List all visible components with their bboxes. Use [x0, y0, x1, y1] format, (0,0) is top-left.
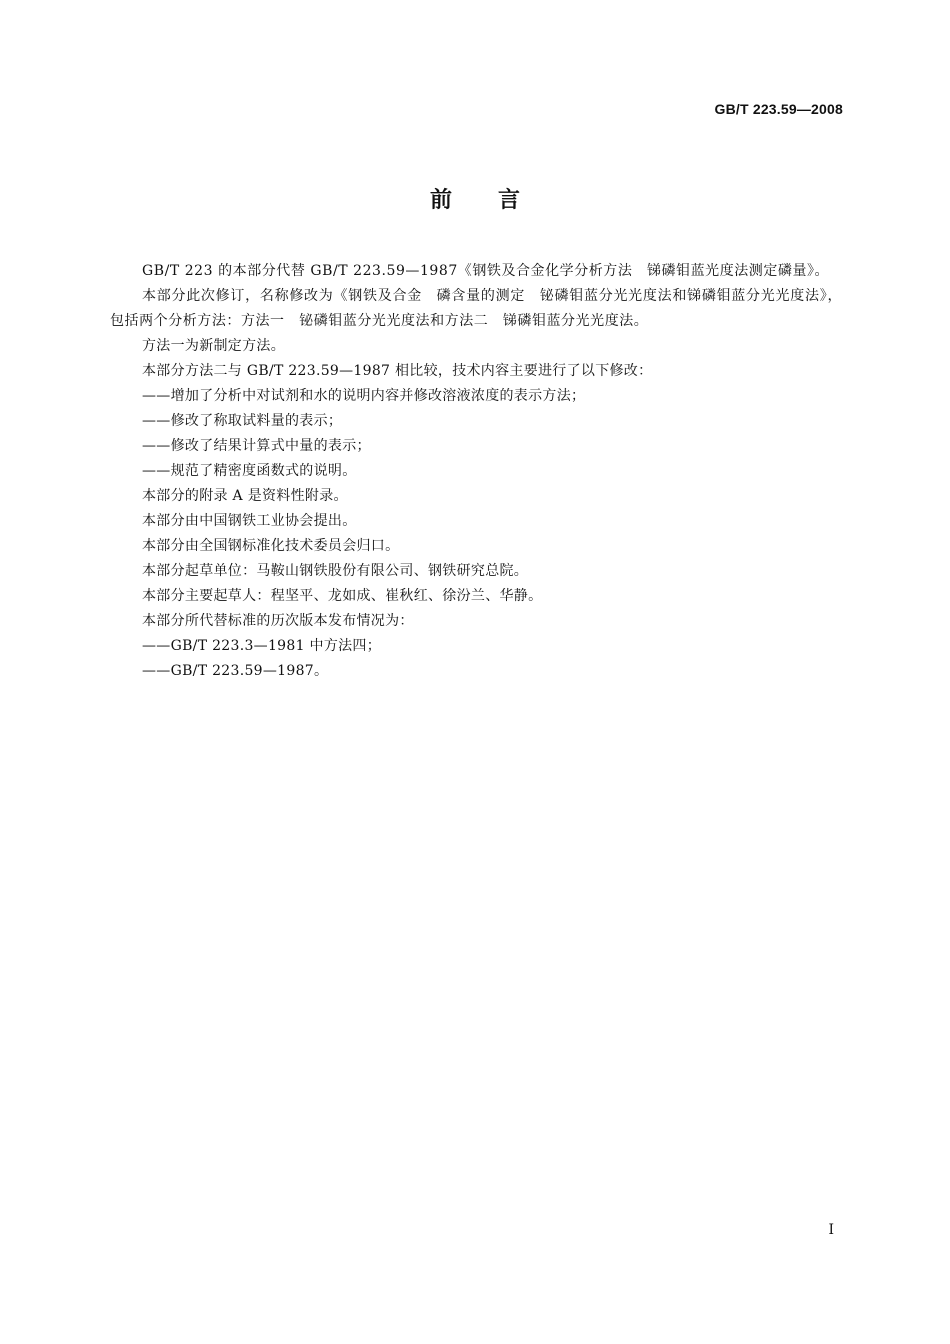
paragraph-replacement: GB/T 223 的本部分代替 GB/T 223.59—1987《钢铁及合金化学分析方法 锑磷钼蓝光度法测定磷量》。 — [142, 263, 830, 279]
list-item-change-2: ——修改了称取试料量的表示； — [142, 413, 343, 429]
paragraph-history: 本部分所代替标准的历次版本发布情况为： — [142, 613, 414, 629]
paragraph-revision-name: 本部分此次修订，名称修改为《钢铁及合金 磷含量的测定 铋磷钼蓝分光光度法和锑磷钼蓝分光光度法》，包括两个分析方法：方法一 铋磷钼蓝分光光度法和方法二 锑磷钼蓝分光光度法。 — [110, 288, 842, 329]
foreword-body — [110, 259, 842, 684]
page-title — [0, 183, 950, 214]
title-char-1: 前 — [429, 188, 452, 213]
standard-number: GB/T 223.59—2008 — [714, 101, 843, 117]
paragraph-proposer: 本部分由中国钢铁工业协会提出。 — [142, 513, 357, 529]
title-char-2: 言 — [498, 188, 521, 213]
list-item-change-3: ——修改了结果计算式中量的表示； — [142, 438, 371, 454]
paragraph-method-one: 方法一为新制定方法。 — [142, 338, 285, 354]
list-item-change-1: ——增加了分析中对试剂和水的说明内容并修改溶液浓度的表示方法； — [142, 388, 586, 404]
paragraph-committee: 本部分由全国钢标准化技术委员会归口。 — [142, 538, 400, 554]
paragraph-drafting-units: 本部分起草单位：马鞍山钢铁股份有限公司、钢铁研究总院。 — [142, 563, 529, 579]
paragraph-drafters: 本部分主要起草人：程坚平、龙如成、崔秋红、徐汾兰、华静。 — [142, 588, 543, 604]
list-item-history-2: ——GB/T 223.59—1987。 — [142, 663, 329, 679]
paragraph-comparison: 本部分方法二与 GB/T 223.59—1987 相比较，技术内容主要进行了以下修改： — [142, 363, 653, 379]
list-item-history-1: ——GB/T 223.3—1981 中方法四； — [142, 638, 382, 654]
paragraph-appendix: 本部分的附录 A 是资料性附录。 — [142, 488, 348, 504]
page-number: I — [828, 1222, 834, 1238]
list-item-change-4: ——规范了精密度函数式的说明。 — [142, 463, 357, 479]
